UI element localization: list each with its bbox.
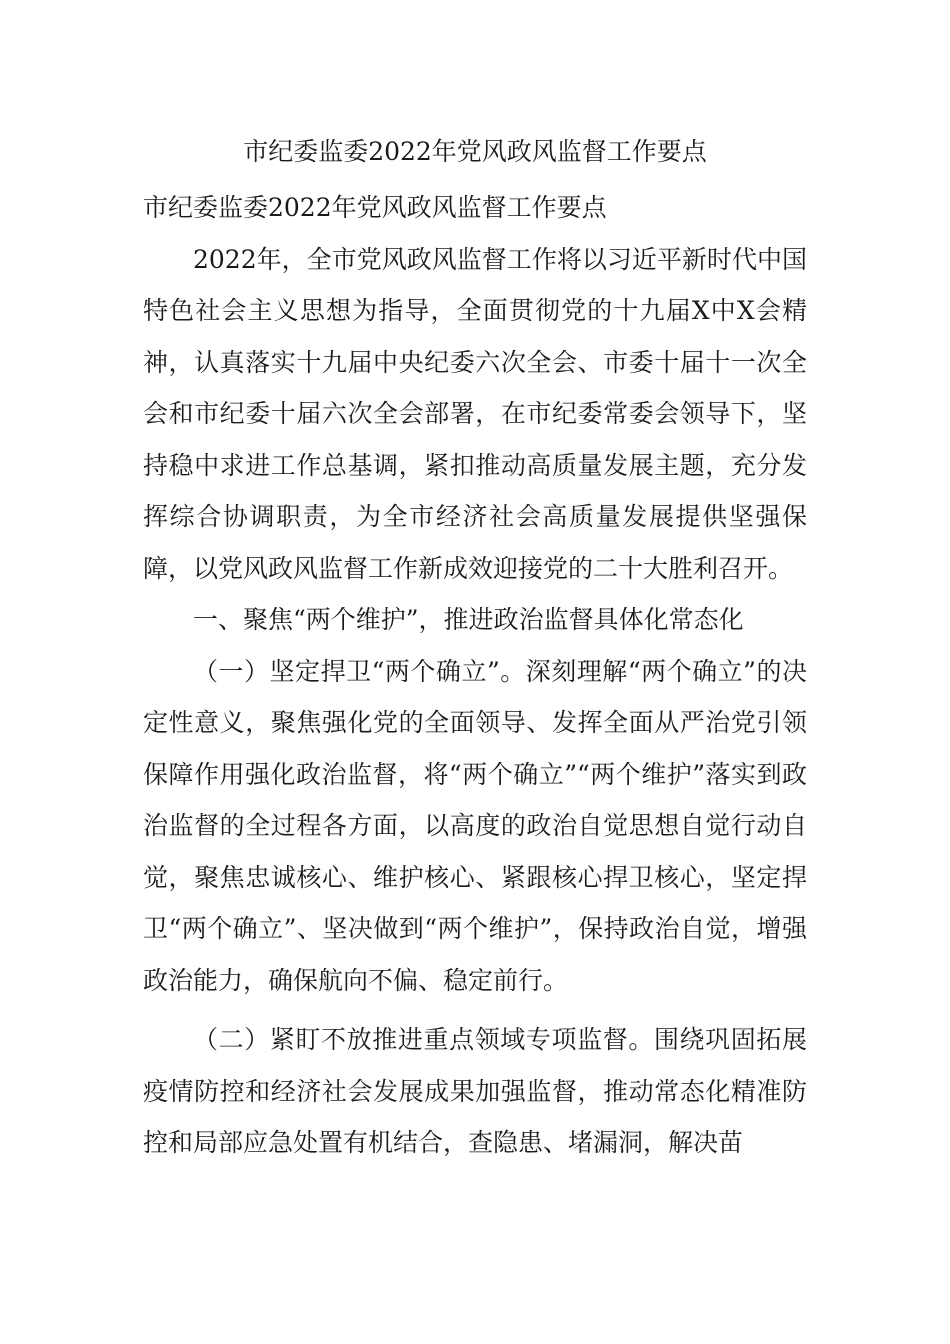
paragraph-item-1: （一）坚定捍卫“两个确立”。深刻理解“两个确立”的决定性意义，聚焦强化党的全面领导、发挥全面从严治党引领保障作用强化政治监督，将“两个确立”“两个维护”落实到政治监督的全过程各方面，以高度的政治自觉思想自觉行动自觉，聚焦忠诚核心、维护核心、紧跟核心捍卫核心，坚定捍卫“两个确立”、坚决做到“两个维护”，保持政治自觉，增强政治能力，确保航向不偏、稳定前行。 xyxy=(143,656,807,995)
document-subtitle: 市纪委监委2022年党风政风监督工作要点 xyxy=(143,193,607,222)
paragraph-intro: 2022年，全市党风政风监督工作将以习近平新时代中国特色社会主义思想为指导，全面贯彻党的十九届X中X会精神，认真落实十九届中央纪委六次全会、市委十届十一次全会和市纪委十届六次全会部署，在市纪委常委会领导下，坚持稳中求进工作总基调，紧扣推动高质量发展主题，充分发挥综合协调职责，为全市经济社会高质量发展提供坚强保障，以党风政风监督工作新成效迎接党的二十大胜利召开。 xyxy=(143,244,807,583)
document-body xyxy=(143,182,807,1169)
paragraph-item-2: （二）紧盯不放推进重点领域专项监督。围绕巩固拓展疫情防控和经济社会发展成果加强监督，推动常态化精准防控和局部应急处置有机结合，查隐患、堵漏洞，解决苗 xyxy=(143,1025,807,1157)
document-title: 市纪委监委2022年党风政风监督工作要点 xyxy=(243,137,707,166)
section-heading-1: 一、聚焦“两个维护”，推进政治监督具体化常态化 xyxy=(193,605,744,634)
